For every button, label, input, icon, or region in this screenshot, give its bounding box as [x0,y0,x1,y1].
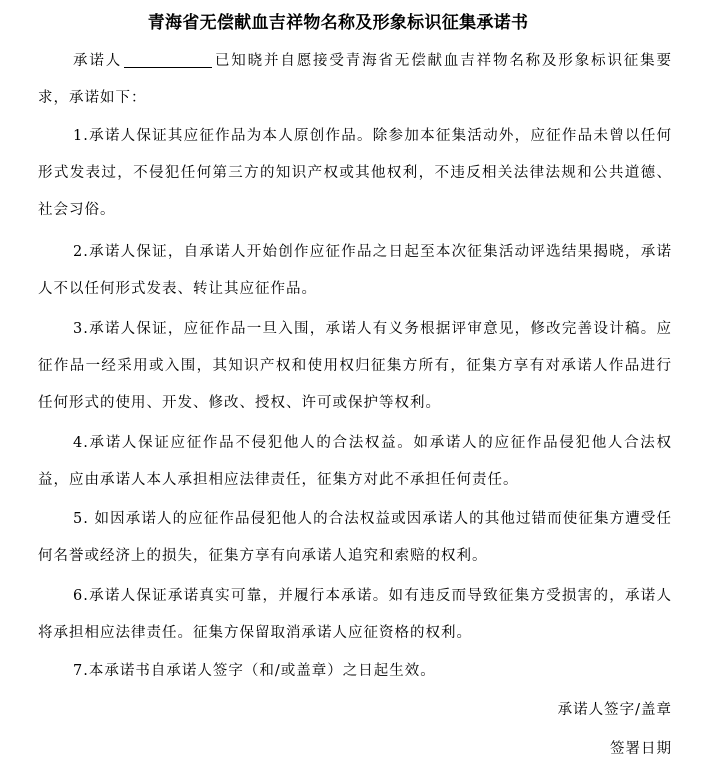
clause-5: 5. 如因承诺人的应征作品侵犯他人的合法权益或因承诺人的其他过错而使征集方遭受任何名誉或经济上的损失，征集方享有向承诺人追究和索赔的权利。 [38,511,672,564]
clause-1: 1.承诺人保证其应征作品为本人原创作品。除参加本征集活动外，应征作品未曾以任何形式发表过，不侵犯任何第三方的知识产权或其他权利，不违反相关法律法规和公共道德、社会习俗。 [38,128,672,218]
clause-2: 2.承诺人保证，自承诺人开始创作应征作品之日起至本次征集活动评选结果揭晓，承诺人不以任何形式发表、转让其应征作品。 [38,244,672,297]
intro-paragraph [38,43,672,117]
clause-7: 7.本承诺书自承诺人签字（和/或盖章）之日起生效。 [73,663,436,679]
signature-label: 承诺人签字/盖章 [557,702,672,718]
sign-date-label: 签署日期 [610,741,672,757]
promisor-name-blank [124,49,212,68]
clause-4: 4.承诺人保证应征作品不侵犯他人的合法权益。如承诺人的应征作品侵犯他人合法权益，应由承诺人本人承担相应法律责任，征集方对此不承担任何责任。 [38,435,672,488]
intro-prefix: 承诺人 [73,53,123,69]
intro-suffix: 已知晓并自愿接受青海省无偿献血吉祥物名称及形象标识征集要求，承诺如下： [38,53,673,106]
clause-6: 6.承诺人保证承诺真实可靠，并履行本承诺。如有违反而导致征集方受损害的，承诺人将承担相应法律责任。征集方保留取消承诺人应征资格的权利。 [38,588,672,641]
clause-3: 3.承诺人保证，应征作品一旦入围，承诺人有义务根据评审意见，修改完善设计稿。应征作品一经采用或入围，其知识产权和使用权归征集方所有，征集方享有对承诺人作品进行任何形式的使用、开发、修改、授权、许可或保护等权利。 [38,321,672,411]
document-title: 青海省无偿献血吉祥物名称及形象标识征集承诺书 [147,13,529,33]
